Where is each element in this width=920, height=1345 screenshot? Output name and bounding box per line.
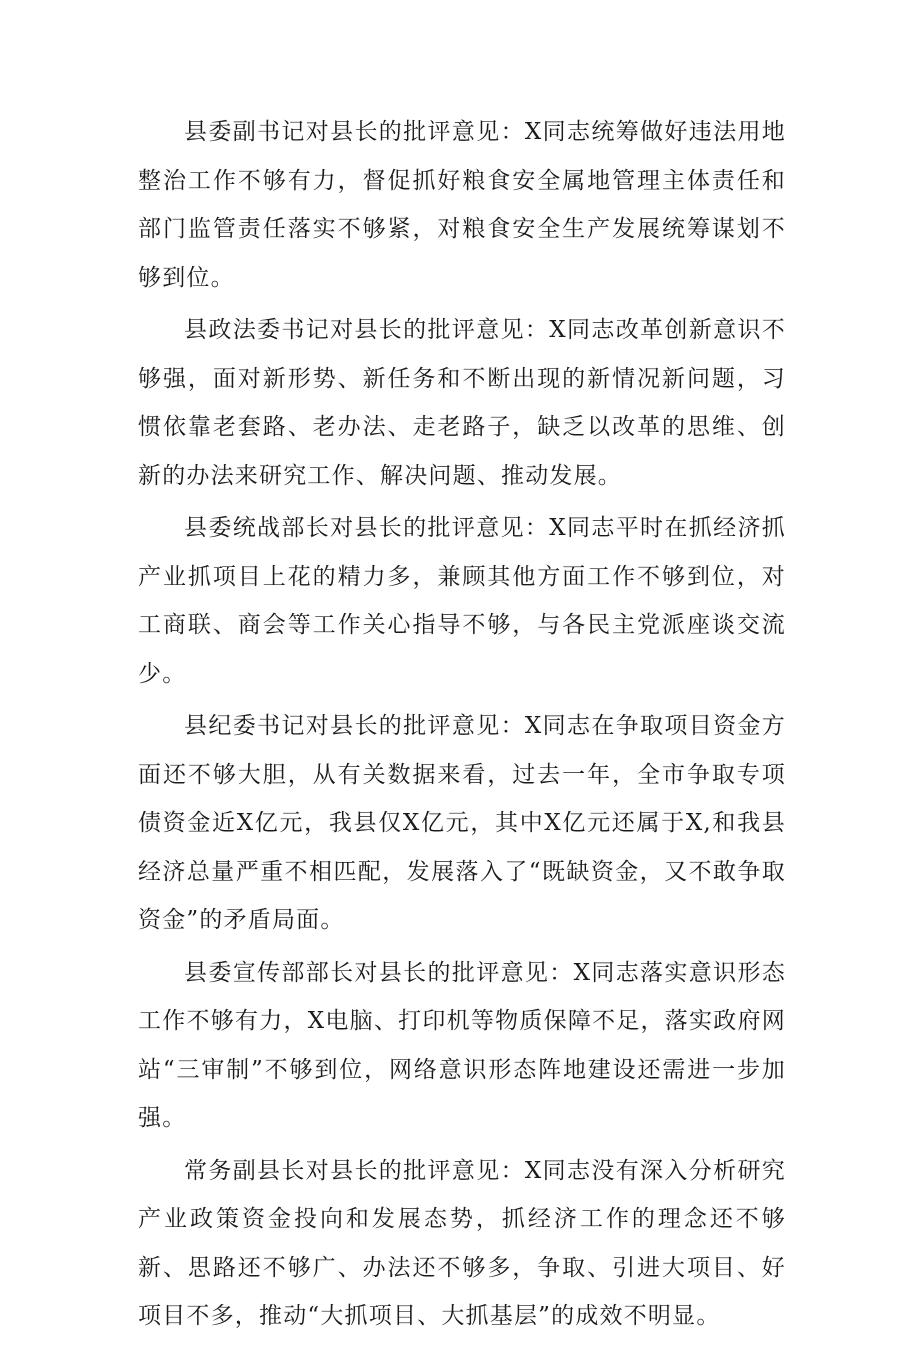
paragraph-deputy-secretary: 县委副书记对县长的批评意见：X同志统筹做好违法用地整治工作不够有力，督促抓好粮食安全属地管理主体责任和部门监管责任落实不够紧，对粮食安全生产发展统筹谋划不够到位。 <box>138 119 786 291</box>
paragraph-executive-deputy: 常务副县长对县长的批评意见：X同志没有深入分析研究产业政策资金投向和发展态势，抓经济工作的理念还不够新、思路还不够广、办法还不够多，争取、引进大项目、好项目不多，推动“大抓项目、大抓基层”的成效不明显。 <box>138 1157 786 1329</box>
paragraph-propaganda: 县委宣传部部长对县长的批评意见：X同志落实意识形态工作不够有力，X电脑、打印机等物质保障不足，落实政府网站“三审制”不够到位，网络意识形态阵地建设还需进一步加强。 <box>138 959 786 1131</box>
paragraph-discipline: 县纪委书记对县长的批评意见：X同志在争取项目资金方面还不够大胆，从有关数据来看，过去一年，全市争取专项债资金近X亿元，我县仅X亿元，其中X亿元还属于X,和我县经济总量严重不相匹配，发展落入了“既缺资金，又不敢争取资金”的矛盾局面。 <box>138 713 786 933</box>
document-body <box>138 108 786 1345</box>
paragraph-political-legal: 县政法委书记对县长的批评意见：X同志改革创新意识不够强，面对新形势、新任务和不断出现的新情况新问题，习惯依靠老套路、老办法、走老路子，缺乏以改革的思维、创新的办法来研究工作、解决问题、推动发展。 <box>138 317 786 489</box>
paragraph-united-front: 县委统战部长对县长的批评意见：X同志平时在抓经济抓产业抓项目上花的精力多，兼顾其他方面工作不够到位，对工商联、商会等工作关心指导不够，与各民主党派座谈交流少。 <box>138 515 786 687</box>
